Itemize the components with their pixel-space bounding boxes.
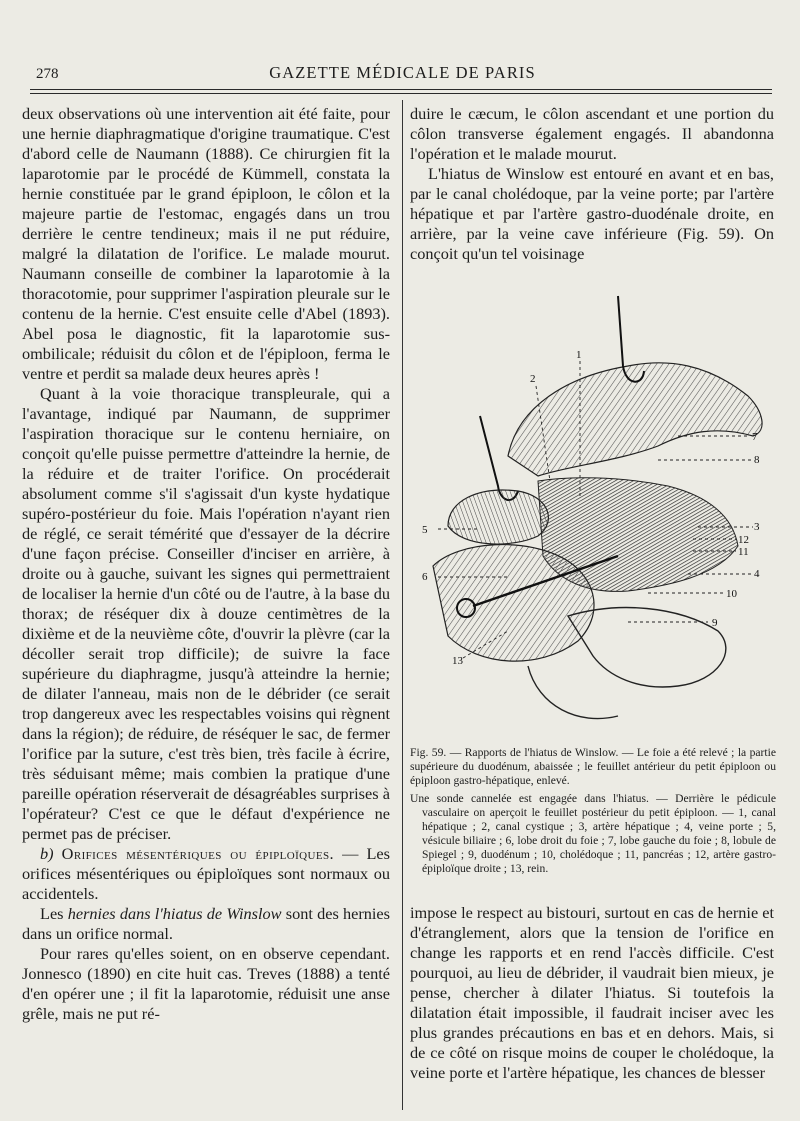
figure-label: 9	[712, 617, 718, 629]
emphasis-text: hernies dans l'hiatus de Winslow	[67, 904, 282, 923]
journal-title: GAZETTE MÉDICALE DE PARIS	[269, 63, 536, 82]
figure-label: 13	[452, 655, 463, 667]
right-column-bottom	[410, 903, 774, 1083]
anatomical-figure	[418, 286, 773, 741]
paragraph-text: sont des hernies dans un orifice normal.	[22, 904, 390, 943]
paragraph: Pour rares qu'elles soient, on en observe cependant. Jonnesco (1890) en cite huit cas. Treves (1888) a tenté d'en opérer une ; il fit la laparotomie, réduisit une anse grêle, mais ne put ré-	[22, 944, 390, 1023]
figure-label: 3	[754, 521, 760, 533]
figure-caption	[410, 746, 776, 880]
paragraph-orifices	[22, 844, 390, 904]
paragraph-winslow	[22, 904, 390, 944]
figure-label: 1	[576, 349, 582, 361]
figure-label: 8	[754, 454, 760, 466]
page-number: 278	[36, 66, 59, 82]
list-label: b)	[40, 844, 62, 863]
paragraph-text: — Les orifices mésentériques ou épiploïques sont normaux ou accidentels.	[22, 844, 390, 903]
figure-label: 12	[738, 534, 749, 546]
header-rule-top	[30, 89, 772, 90]
duodenum-loop	[528, 666, 618, 719]
paragraph: impose le respect au bistouri, surtout en cas de hernie et d'étranglement, alors que la tension de l'orifice en change les rapports et en rend l'accès difficile. C'est pourquoi, au lieu de débrider, il vaudrait bien mieux, je pense, chercher à dilater l'hiatus. Si toutefois la dilatation était impossible, il faudrait inciser avec les plus grandes précautions en bas et en dehors. Mais, si de ce côté on risque moins de couper le cholédoque, la veine porte et l'artère hépatique, les chances de blesser	[410, 903, 774, 1082]
figure-label: 7	[752, 431, 758, 443]
figure-label: 5	[422, 524, 428, 536]
paragraph-text: Les	[40, 904, 68, 923]
caption-title: Fig. 59. — Rapports de l'hiatus de Winslow. — Le foie a été relevé ; la partie supérieure du duodénum, abaissée ; le feuillet antérieur du petit épiploon ou épiploon gastro-hépatique, enlevé.	[410, 746, 776, 787]
figure-label: 10	[726, 588, 737, 600]
paragraph: duire le cæcum, le côlon ascendant et une portion du côlon transverse également engagés. Il abandonna l'opération et le malade mourut.	[410, 104, 774, 163]
liver-right-lobe	[433, 545, 594, 662]
caption-body: Une sonde cannelée est engagée dans l'hiatus. — Derrière le pédicule vasculaire on aperçoit le feuillet postérieur du petit épiploon. — 1, canal hépatique ; 2, canal cystique ; 3, artère hépatique ; 4, veine porte ; 5, vésicule biliaire ; 6, lobe droit du foie ; 7, lobe gauche du foie ; 8, lobule de Spiegel ; 9, duodénum ; 10, cholédoque ; 11, pancréas ; 12, artère gastro-épiploïque droite ; 13, rein.	[410, 792, 776, 875]
right-column-top	[410, 104, 774, 264]
paragraph: Quant à la voie thoracique transpleurale, qui a l'avantage, indiqué par Naumann, de supprimer l'aspiration thoracique sur le contenu herniaire, on conçoit qu'elle puisse permettre d'atteindre la hernie, de la réduire et de traiter l'orifice. On procéderait absolument comme s'il s'agissait d'un kyste hydatique supéro-postérieur du foie. Mais l'opération n'ayant rien de réglé, ce serait témérité que d'essayer de la décrire d'une façon précise. Conseiller d'inciser en arrière, à droite ou à gauche, suivant les signes qui permettraient de localiser la hernie d'un côté ou de l'autre, à la base du thorax; de réséquer dix à douze centimètres de la dixième et de la neuvième côte, d'ouvrir la plèvre (car la décoller serait trop difficile); de suivre la face supérieure du diaphragme, jusqu'à atteindre la hernie; de dilater l'anneau, mais non de le débrider (ce serait trop dangereux avec les respectables voisins qui règnent dans la région); de réduire, de réséquer le sac, de fermer l'orifice par la suture, c'est très bien, très facile à écrire, très séduisant même; mais combien la pratique d'une pareille opération réserverait de désagréables surprises à l'opérateur? C'est ce que le défaut d'expérience ne permet pas de préciser.	[22, 384, 390, 843]
header-rule-bottom	[30, 93, 772, 94]
figure-label: 11	[738, 546, 749, 558]
paragraph: deux observations où une intervention ait été faite, pour une hernie diaphragmatique d'origine traumatique. C'est d'abord celle de Naumann (1888). Ce chirurgien fit la laparotomie par le procédé de Kümmell, constata la hernie constituée par le grand épiploon, le côlon et la majeure partie de l'estomac, engagés dans un trou derrière le centre tendineux; mais il ne put réduire, malgré la dilatation de l'orifice. Le malade mourut. Naumann conseille de combiner la laparotomie à la thoracotomie, pour supprimer l'aspiration pleurale sur le contenu de la hernie. C'est ensuite celle d'Abel (1893). Abel posa le diagnostic, fit la laparotomie sus-ombilicale; réduisit du côlon et de l'épiploon, ferma le ventre et perdit sa malade deux heures après !	[22, 104, 390, 383]
section-heading: Orifices mésentériques ou épiploïques.	[61, 844, 334, 863]
gallbladder-shape	[448, 490, 548, 544]
figure-label: 2	[530, 373, 536, 385]
page-header	[30, 62, 775, 88]
column-separator	[402, 100, 403, 1110]
figure-label: 6	[422, 571, 428, 583]
figure-illustration	[418, 286, 773, 741]
figure-label: 4	[754, 568, 760, 580]
paragraph: L'hiatus de Winslow est entouré en avant et en bas, par le canal cholédoque, par la veine porte; par l'artère hépatique et par l'artère gastro-duodénale droite, en arrière, par la veine cave inférieure (Fig. 59). On conçoit qu'un tel voisinage	[410, 164, 774, 263]
left-column	[22, 104, 390, 1024]
liver-lobe-shape	[508, 363, 762, 476]
